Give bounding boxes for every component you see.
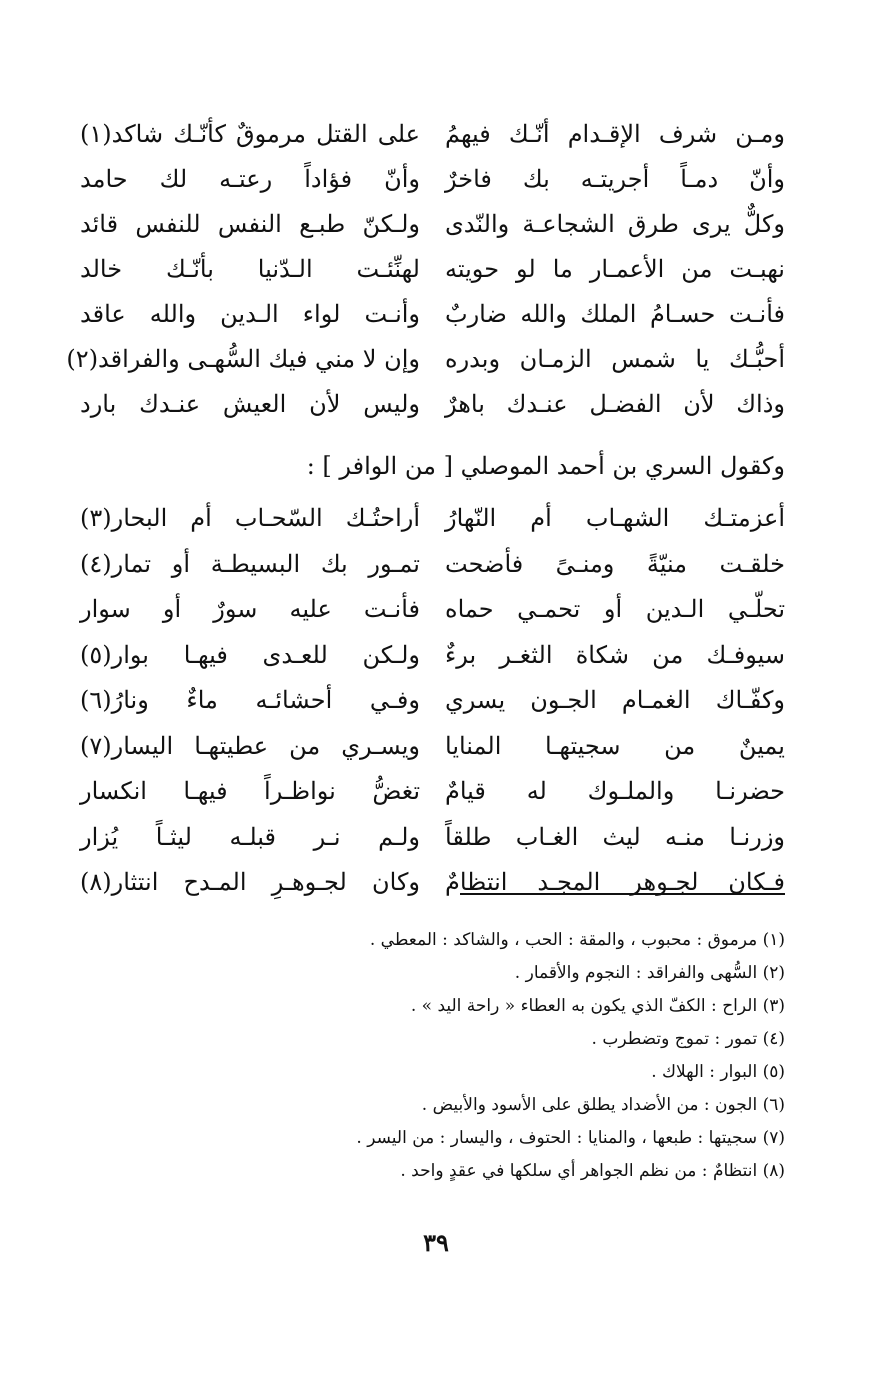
footnote: (٥) البوار : الهلاك . (651, 1062, 785, 1082)
verse-line (80, 815, 785, 861)
second-hemistich: ويسـري من عطيتهـا اليسار(٧) (80, 731, 420, 760)
first-hemistich: وكفّـاك الغمـام الجـون يسري (445, 686, 785, 714)
second-hemistich: فأنـت عليه سورٌ أو سوار (80, 595, 420, 623)
verse-line (80, 769, 785, 815)
poem-block-2 (80, 496, 785, 906)
second-hemistich: ولـكن للعـدى فيهـا بوار(٥) (80, 640, 420, 669)
footnote-divider (460, 893, 785, 895)
poem-introduction: وكقول السري بن أحمد الموصلي [ من الوافر ] : (306, 452, 785, 480)
footnote: (١) مرموق : محبوب ، والمقة : الحب ، والشاكد : المعطي . (369, 930, 785, 950)
second-hemistich: وليس لأن العيش عنـدك بارد (80, 390, 420, 418)
first-hemistich: وكلٌّ يرى طرق الشجاعـة والنّدى (445, 210, 785, 238)
verse-line (80, 112, 785, 157)
second-hemistich: وفـي أحشائـه ماءٌ ونارُ(٦) (80, 686, 420, 714)
second-hemistich: ولـكنّ طبـع النفس للنفس قائد (80, 210, 420, 238)
second-hemistich: على القتل مرموقٌ كأنّـك شاكد(١) (80, 120, 420, 148)
verse-line (66, 337, 785, 382)
verse-line (80, 382, 785, 427)
footnote: (٣) الراح : الكفّ الذي يكون به العطاء « راحة اليد » . (410, 996, 785, 1016)
footnote: (٨) انتظامٌ : من نظم الجواهر أي سلكها في عقدٍ واحد . (400, 1161, 785, 1181)
first-hemistich: فـكان لجـوهر المجـد انتظامٌ (445, 868, 785, 896)
first-hemistich: سيوفـك من شكاة الثغـر برءٌ (445, 640, 785, 669)
verse-line (80, 587, 785, 633)
first-hemistich: فأنـت حسـامُ الملك والله ضاربٌ (445, 300, 785, 328)
verse-line (80, 678, 785, 724)
first-hemistich: يمينٌ من سجيتهـا المنايا (445, 731, 785, 760)
verse-line (80, 247, 785, 292)
footnotes (150, 924, 785, 1188)
verse-line (80, 496, 785, 542)
second-hemistich: تمـور بك البسيطـة أو تمار(٤) (80, 549, 420, 578)
verse-line (80, 633, 785, 679)
second-hemistich: أراحتُـك السّحـاب أم البحار(٣) (80, 504, 420, 532)
poem-block-1 (66, 112, 785, 427)
verse-line (80, 202, 785, 247)
second-hemistich: وأنـت لواء الـدين والله عاقد (80, 300, 420, 328)
first-hemistich: حضرنـا والملـوك له قيامٌ (445, 777, 785, 805)
verse-line (80, 157, 785, 202)
footnote: (٦) الجون : من الأضداد يطلق على الأسود والأبيض . (421, 1095, 785, 1115)
second-hemistich: وكان لجـوهـرِ المـدح انتثار(٨) (80, 868, 420, 896)
second-hemistich: وإن لا مني فيك السُّهـى والفراقد(٢) (66, 345, 420, 373)
first-hemistich: أحبُّـك يا شمس الزمـان وبدره (445, 345, 785, 373)
first-hemistich: خلقـت منيّةً ومنـىً فأضحت (445, 549, 785, 578)
first-hemistich: نهبـت من الأعمـار ما لو حويته (445, 255, 785, 283)
page-number: ٣٩ (423, 1228, 449, 1257)
first-hemistich: وأنّ دمـاً أجريتـه بك فاخرٌ (445, 165, 785, 193)
first-hemistich: أعزمتـك الشهـاب أم النّهارُ (445, 504, 785, 532)
verse-line (80, 724, 785, 770)
second-hemistich: وأنّ فؤاداً رعتـه لك حامد (80, 165, 420, 193)
first-hemistich: وذاك لأن الفضـل عنـدك باهرٌ (445, 390, 785, 418)
verse-line (80, 292, 785, 337)
second-hemistich: تغضُّ نواظـراً فيهـا انكسار (80, 777, 420, 805)
second-hemistich: لهنِّئـت الـدّنيا بأنّـك خالد (80, 255, 420, 283)
footnote: (٢) السُّهى والفراقد : النجوم والأقمار . (514, 963, 785, 983)
first-hemistich: ومـن شرف الإقـدام أنّـك فيهمُ (445, 120, 785, 148)
verse-line (80, 860, 785, 906)
second-hemistich: ولـم نـر قبلـه ليثـاً يُزار (80, 822, 420, 851)
footnote: (٤) تمور : تموج وتضطرب . (591, 1029, 785, 1049)
footnote: (٧) سجيتها : طبعها ، والمنايا : الحتوف ، واليسار : من اليسر . (356, 1128, 785, 1148)
first-hemistich: وزرنـا منـه ليث الغـاب طلقاً (445, 822, 785, 851)
verse-line (80, 542, 785, 588)
first-hemistich: تحلّـي الـدين أو تحمـي حماه (445, 595, 785, 623)
